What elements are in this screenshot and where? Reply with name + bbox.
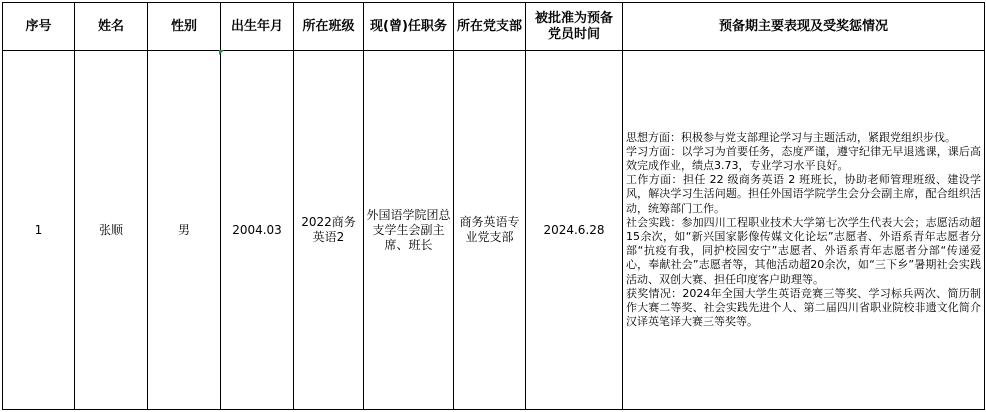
cell-birth[interactable]: 2004.03: [221, 51, 294, 410]
cell-gender[interactable]: 男: [148, 51, 221, 410]
header-birth[interactable]: 出生年月: [221, 3, 294, 51]
header-name[interactable]: 姓名: [75, 3, 148, 51]
header-position[interactable]: 现(曾)任职务: [364, 3, 454, 51]
header-gender[interactable]: 性别: [148, 3, 221, 51]
header-branch[interactable]: 所在党支部: [454, 3, 526, 51]
cell-name[interactable]: 张顺: [75, 51, 148, 410]
header-class[interactable]: 所在班级: [294, 3, 364, 51]
cell-class[interactable]: 2022商务英语2: [294, 51, 364, 410]
cell-approved-time[interactable]: 2024.6.28: [526, 51, 623, 410]
header-index[interactable]: 序号: [3, 3, 75, 51]
header-summary[interactable]: 预备期主要表现及受奖惩情况: [623, 3, 985, 51]
cell-summary[interactable]: 思想方面：积极参与党支部理论学习与主题活动，紧跟党组织步伐。 学习方面：以学习为首要任务，态度严谨，遵守纪律无早退逃课，课后高效完成作业，绩点3.73，专业学习水平良好。 工作方面：担任 22 级商务英语 2 班班长，协助老师管理班级、建设学风，解决学习生活问题。担任外国语学院学生会分会副主席，配合组织活动，统筹部门工作。 社会实践：参加四川工程职业技术大学第七次学生代表大会；志愿活动超15余次，如“新兴国家影像传媒文化论坛”志愿者、外语系青年志愿者分部“抗疫有我，同护校园安宁”志愿者、外语系青年志愿者分部“传递爱心，奉献社会”志愿者等，其他活动超20余次，如“三下乡”暑期社会实践活动、双创大赛、担任印度客户助理等。 获奖情况：2024年全国大学生英语竞赛三等奖、学习标兵两次、简历制作大赛二等奖、社会实践先进个人、第二届四川省职业院校非遗文化简介汉译英笔译大赛三等奖等。: [623, 51, 985, 410]
cell-position[interactable]: 外国语学院团总支学生会副主席、班长: [364, 51, 454, 410]
cell-branch[interactable]: 商务英语专业党支部: [454, 51, 526, 410]
cell-index[interactable]: 1: [3, 51, 75, 410]
header-row: [3, 3, 985, 51]
member-info-table: [2, 2, 985, 410]
table-row: [3, 51, 985, 410]
comment-indicator-icon: [219, 50, 224, 55]
header-approved-time[interactable]: 被批准为预备 党员时间: [526, 3, 623, 51]
